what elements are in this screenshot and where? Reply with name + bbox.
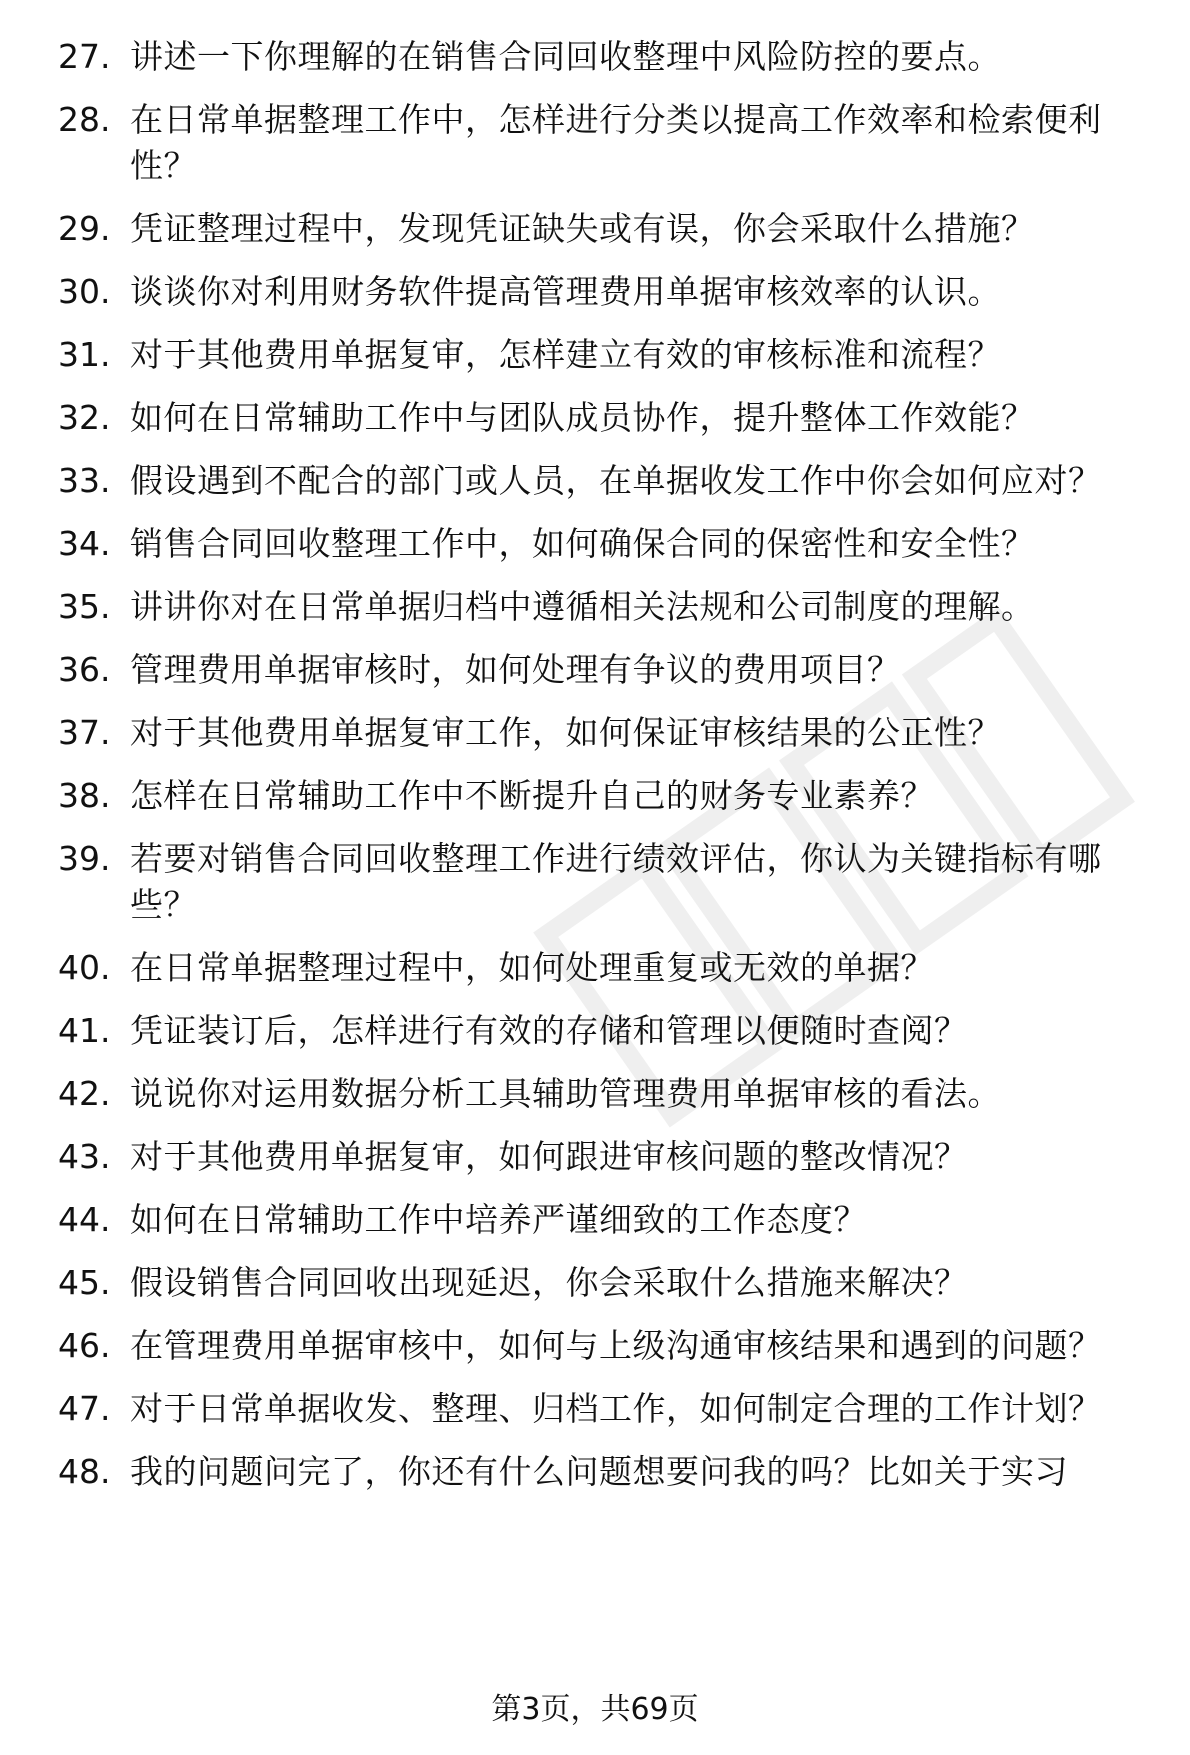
question-item <box>0 395 1190 441</box>
question-item <box>0 1260 1190 1306</box>
question-text: 在日常单据整理过程中，如何处理重复或无效的单据？ <box>130 948 934 987</box>
question-item <box>0 1071 1190 1117</box>
question-text: 凭证整理过程中，发现凭证缺失或有误，你会采取什么措施？ <box>130 209 1035 248</box>
question-item <box>0 332 1190 378</box>
question-text: 谈谈你对利用财务软件提高管理费用单据审核效率的认识。 <box>130 272 1001 311</box>
question-item <box>0 1323 1190 1369</box>
question-number: 40. <box>58 948 111 987</box>
question-item <box>0 945 1190 991</box>
question-number: 34. <box>58 524 111 563</box>
question-text: 假设遇到不配合的部门或人员，在单据收发工作中你会如何应对？ <box>130 461 1102 500</box>
question-item <box>0 773 1190 819</box>
question-number: 29. <box>58 209 111 248</box>
question-text: 对于其他费用单据复审，怎样建立有效的审核标准和流程？ <box>130 335 1001 374</box>
question-number: 41. <box>58 1011 111 1050</box>
question-item <box>0 1197 1190 1243</box>
question-text: 在日常单据整理工作中，怎样进行分类以提高工作效率和检索便利性？ <box>130 100 1102 185</box>
question-number: 32. <box>58 398 111 437</box>
question-item <box>0 458 1190 504</box>
question-number: 27. <box>58 37 111 76</box>
question-number: 42. <box>58 1074 111 1113</box>
question-number: 37. <box>58 713 111 752</box>
question-number: 30. <box>58 272 111 311</box>
question-number: 44. <box>58 1200 111 1239</box>
question-number: 35. <box>58 587 111 626</box>
question-item <box>0 1008 1190 1054</box>
question-text: 销售合同回收整理工作中，如何确保合同的保密性和安全性？ <box>130 524 1035 563</box>
question-text: 说说你对运用数据分析工具辅助管理费用单据审核的看法。 <box>130 1074 1001 1113</box>
question-text: 在管理费用单据审核中，如何与上级沟通审核结果和遇到的问题？ <box>130 1326 1102 1365</box>
question-item <box>0 710 1190 756</box>
question-number: 31. <box>58 335 111 374</box>
question-text: 对于日常单据收发、整理、归档工作，如何制定合理的工作计划？ <box>130 1389 1102 1428</box>
question-item <box>0 269 1190 315</box>
question-text: 我的问题问完了，你还有什么问题想要问我的吗？比如关于实习 <box>130 1452 1068 1491</box>
question-item <box>0 1134 1190 1180</box>
question-number: 36. <box>58 650 111 689</box>
question-text: 对于其他费用单据复审工作，如何保证审核结果的公正性？ <box>130 713 1001 752</box>
question-text: 对于其他费用单据复审，如何跟进审核问题的整改情况？ <box>130 1137 968 1176</box>
question-item <box>0 206 1190 252</box>
question-text: 讲述一下你理解的在销售合同回收整理中风险防控的要点。 <box>130 37 1001 76</box>
question-number: 39. <box>58 839 111 878</box>
question-text: 假设销售合同回收出现延迟，你会采取什么措施来解决？ <box>130 1263 968 1302</box>
question-item <box>0 34 1190 80</box>
question-item <box>0 1386 1190 1432</box>
page-number: 第3页，共69页 <box>491 1692 699 1727</box>
question-text: 如何在日常辅助工作中培养严谨细致的工作态度？ <box>130 1200 867 1239</box>
question-number: 33. <box>58 461 111 500</box>
question-text: 管理费用单据审核时，如何处理有争议的费用项目？ <box>130 650 901 689</box>
question-item <box>0 97 1190 189</box>
question-number: 46. <box>58 1326 111 1365</box>
question-item <box>0 521 1190 567</box>
question-text: 若要对销售合同回收整理工作进行绩效评估，你认为关键指标有哪些？ <box>130 839 1102 924</box>
question-item <box>0 647 1190 693</box>
question-text: 讲讲你对在日常单据归档中遵循相关法规和公司制度的理解。 <box>130 587 1035 626</box>
question-item <box>0 584 1190 630</box>
question-number: 43. <box>58 1137 111 1176</box>
question-number: 48. <box>58 1452 111 1491</box>
question-number: 38. <box>58 776 111 815</box>
question-text: 怎样在日常辅助工作中不断提升自己的财务专业素养？ <box>130 776 934 815</box>
question-number: 47. <box>58 1389 111 1428</box>
question-text: 凭证装订后，怎样进行有效的存储和管理以便随时查阅？ <box>130 1011 968 1050</box>
question-item <box>0 836 1190 928</box>
question-number: 28. <box>58 100 111 139</box>
question-list <box>0 34 1190 1512</box>
question-text: 如何在日常辅助工作中与团队成员协作，提升整体工作效能？ <box>130 398 1035 437</box>
question-number: 45. <box>58 1263 111 1302</box>
question-item <box>0 1449 1190 1495</box>
